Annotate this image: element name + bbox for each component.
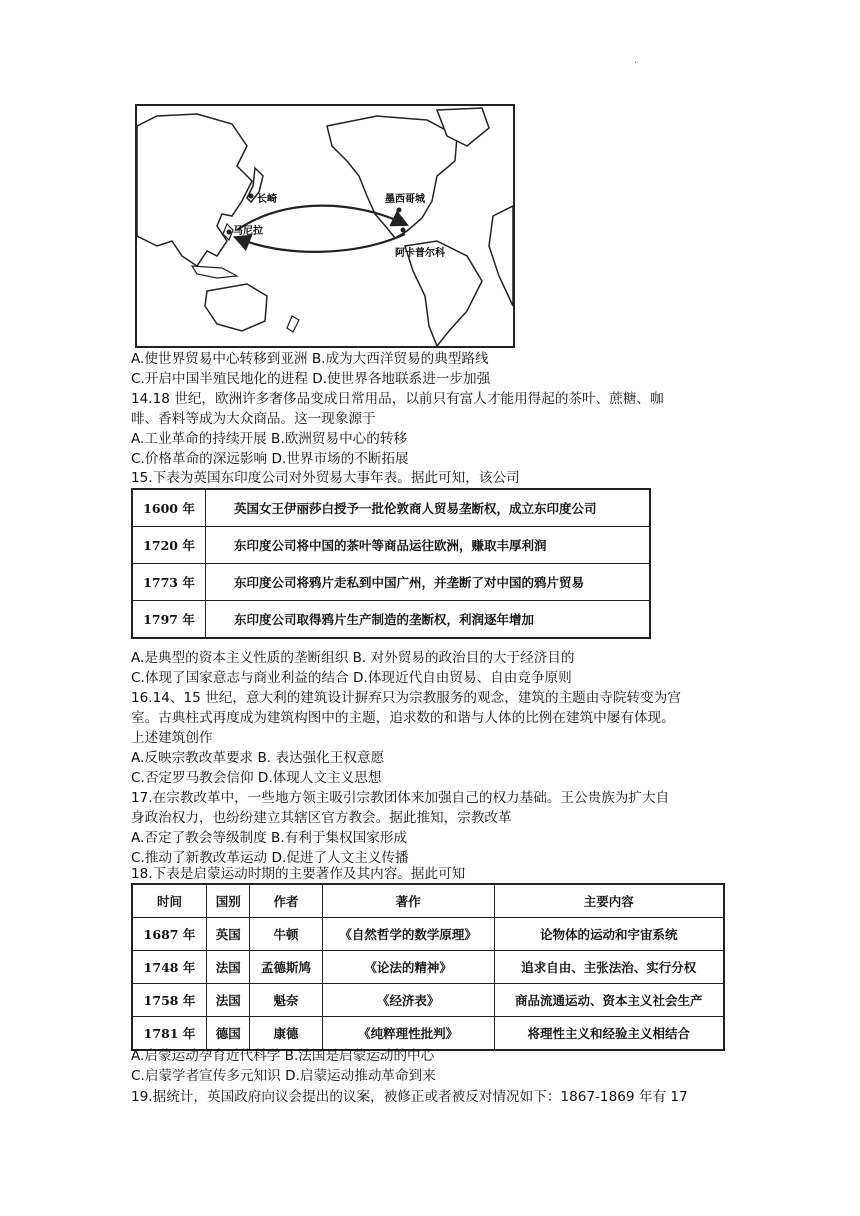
year-cell: 1600 年 <box>132 489 206 527</box>
label-manila: 马尼拉 <box>233 226 263 237</box>
trade-route-map <box>135 104 515 348</box>
table-cell: 德国 <box>207 1017 250 1051</box>
event-cell: 东印度公司将中国的茶叶等商品运往欧洲，赚取丰厚利润 <box>206 527 651 564</box>
table-cell: 1687 年 <box>132 918 207 951</box>
event-cell: 英国女王伊丽莎白授予一批伦敦商人贸易垄断权，成立东印度公司 <box>206 489 651 527</box>
australia-landmass <box>205 284 267 331</box>
table-cell: 英国 <box>207 918 250 951</box>
mexico-city-dot <box>397 208 402 213</box>
q17-stem-line1: 17.在宗教改革中，一些地方领主吸引宗教团体来加强自己的权力基础。王公贵族为扩大自 <box>131 790 670 806</box>
table-row <box>132 918 724 951</box>
table-cell: 牛顿 <box>250 918 322 951</box>
table-cell: 《经济表》 <box>322 984 494 1017</box>
manila-dot <box>227 230 232 235</box>
label-nagasaki: 长崎 <box>257 194 277 205</box>
new-zealand-island <box>287 316 299 332</box>
table-cell: 1758 年 <box>132 984 207 1017</box>
africa-edge <box>489 206 513 306</box>
table-row <box>132 489 650 527</box>
label-acapulco: 阿卡普尔科 <box>395 248 445 259</box>
table-cell: 追求自由、主张法治、实行分权 <box>494 951 724 984</box>
q16-stem-line3: 上述建筑创作 <box>131 730 213 746</box>
year-cell: 1773 年 <box>132 564 206 601</box>
table-cell: 将理性主义和经验主义相结合 <box>494 1017 724 1051</box>
year-cell: 1720 年 <box>132 527 206 564</box>
table-header-row <box>132 884 724 918</box>
table-cell: 康德 <box>250 1017 322 1051</box>
nagasaki-dot <box>249 194 254 199</box>
year-cell: 1797 年 <box>132 601 206 639</box>
world-map-figure <box>137 106 513 346</box>
q18-options-ab: A.启蒙运动孕育近代科学 B.法国是启蒙运动的中心 <box>131 1048 435 1064</box>
header-cell: 时间 <box>132 884 207 918</box>
q18-options-cd: C.启蒙学者宣传多元知识 D.启蒙运动推动革命到来 <box>131 1068 436 1084</box>
q15-options-ab: A.是典型的资本主义性质的垄断组织 B. 对外贸易的政治目的大于经济目的 <box>131 650 575 666</box>
q14-stem-line1: 14.18 世纪，欧洲许多奢侈品变成日常用品，以前只有富人才能用得起的茶叶、蔗糖、咖 <box>131 391 664 407</box>
table-row <box>132 951 724 984</box>
q14-options-cd: C.价格革命的深远影响 D.世界市场的不断拓展 <box>131 451 409 467</box>
table-cell: 《自然哲学的数学原理》 <box>322 918 494 951</box>
q16-stem-line2: 室。古典柱式再度成为建筑构图中的主题，追求数的和谐与人体的比例在建筑中屡有体现。 <box>131 710 675 726</box>
q13-options-cd: C.开启中国半殖民地化的进程 D.使世界各地联系进一步加强 <box>131 371 491 387</box>
corner-mark: · <box>634 58 638 69</box>
table-cell: 魁奈 <box>250 984 322 1017</box>
table-cell: 商品流通运动、资本主义社会生产 <box>494 984 724 1017</box>
header-cell: 作者 <box>250 884 322 918</box>
table-cell: 法国 <box>207 984 250 1017</box>
label-mexico-city: 墨西哥城 <box>385 194 425 205</box>
table-row <box>132 1017 724 1051</box>
event-cell: 东印度公司取得鸦片生产制造的垄断权，利润逐年增加 <box>206 601 651 639</box>
q13-options-ab: A.使世界贸易中心转移到亚洲 B.成为大西洋贸易的典型路线 <box>131 351 489 367</box>
table-row <box>132 984 724 1017</box>
table-row <box>132 601 650 639</box>
q14-options-ab: A.工业革命的持续开展 B.欧洲贸易中心的转移 <box>131 431 408 447</box>
q17-stem-line2: 身政治权力，也纷纷建立其辖区官方教会。据此推知，宗教改革 <box>131 810 512 826</box>
table-row <box>132 527 650 564</box>
table-cell: 1748 年 <box>132 951 207 984</box>
q17-options-cd: C.推动了新教改革运动 D.促进了人文主义传播 <box>131 850 409 866</box>
asia-landmass <box>137 114 252 266</box>
q19-stem: 19.据统计，英国政府向议会提出的议案，被修正或者被反对情况如下：1867-1869 年有 17 <box>131 1089 688 1105</box>
header-cell: 主要内容 <box>494 884 724 918</box>
north-america-landmass <box>327 116 457 238</box>
indonesia-islands <box>192 266 237 278</box>
event-cell: 东印度公司将鸦片走私到中国广州，并垄断了对中国的鸦片贸易 <box>206 564 651 601</box>
q16-options-ab: A.反映宗教改革要求 B. 表达强化王权意愿 <box>131 750 385 766</box>
q15-stem: 15.下表为英国东印度公司对外贸易大事年表。据此可知，该公司 <box>131 470 520 486</box>
header-cell: 国别 <box>207 884 250 918</box>
table-row <box>132 564 650 601</box>
acapulco-dot <box>401 228 406 233</box>
q14-stem-line2: 啡、香料等成为大众商品。这一现象源于 <box>131 411 376 427</box>
table-cell: 1781 年 <box>132 1017 207 1051</box>
q17-options-ab: A.否定了教会等级制度 B.有利于集权国家形成 <box>131 830 408 846</box>
header-cell: 著作 <box>322 884 494 918</box>
table-cell: 孟德斯鸠 <box>250 951 322 984</box>
table-cell: 《论法的精神》 <box>322 951 494 984</box>
q16-stem-line1: 16.14、15 世纪，意大利的建筑设计摒弃只为宗教服务的观念，建筑的主题由寺院转变为宫 <box>131 690 681 706</box>
enlightenment-works-table <box>131 883 725 1051</box>
east-india-company-table <box>131 488 651 639</box>
table-cell: 《纯粹理性批判》 <box>322 1017 494 1051</box>
q16-options-cd: C.否定罗马教会信仰 D.体现人文主义思想 <box>131 770 382 786</box>
q15-options-cd: C.体现了国家意志与商业利益的结合 D.体现近代自由贸易、自由竞争原则 <box>131 670 572 686</box>
table-cell: 论物体的运动和宇宙系统 <box>494 918 724 951</box>
table-cell: 法国 <box>207 951 250 984</box>
q18-stem: 18.下表是启蒙运动时期的主要著作及其内容。据此可知 <box>131 866 466 882</box>
